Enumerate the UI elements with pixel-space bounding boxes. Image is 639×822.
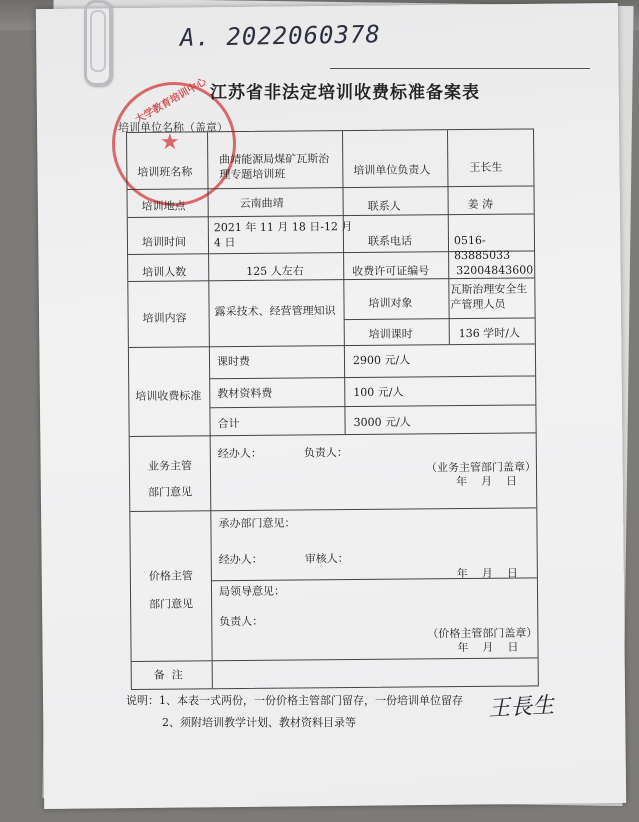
price-reviewer-label: 审核人： <box>304 552 349 566</box>
note-line-1: 说明：1、本表一式两份，一份价格主管部门留存，一份培训单位留存 <box>126 694 463 707</box>
time-value-line1: 2021 年 11 月 18 日-12 月 <box>213 220 353 235</box>
price-leader-label: 局领导意见： <box>218 584 286 599</box>
hours-value: 136 学时/人 <box>458 326 521 341</box>
fee-item-value: 100 元/人 <box>353 385 404 400</box>
fee-item-name: 课时费 <box>216 354 251 369</box>
fee-item-name: 合计 <box>217 417 240 431</box>
biz-dept-label-2: 部门意见 <box>148 485 193 499</box>
biz-seal-label: （业务主管部门盖章） <box>425 460 536 475</box>
count-value: 125 人左右 <box>246 264 304 278</box>
time-value-line2: 4 日 <box>213 236 236 250</box>
note-line-2: 2、须附培训教学计划、教材资料目录等 <box>162 716 356 729</box>
time-label: 培训时间 <box>141 235 187 249</box>
hours-label: 培训课时 <box>368 327 413 341</box>
fee-label: 培训收费标准 <box>135 389 202 403</box>
top-rule <box>330 68 590 69</box>
biz-date: 年 月 日 <box>456 474 518 489</box>
license-value: 32004843600 <box>456 263 534 278</box>
class-name-label: 培训班名称 <box>137 165 193 179</box>
remark-label: 备 注 <box>153 668 183 682</box>
contact-label: 联系人 <box>367 199 401 213</box>
price-dept-label-2: 部门意见 <box>149 597 194 611</box>
price-dept-label-1: 价格主管 <box>148 569 193 583</box>
price-seal-label: （价格主管部门盖章） <box>427 626 538 641</box>
price-person-label: 负责人： <box>219 614 264 629</box>
fee-item-name: 教材资料费 <box>217 386 273 401</box>
price-handler-label: 经办人： <box>218 552 263 567</box>
class-name-value: 曲靖能源局煤矿瓦斯治理专题培训班 <box>219 152 330 182</box>
principal-label: 培训单位负责人 <box>353 163 431 178</box>
biz-person-label: 负责人： <box>303 446 348 460</box>
content-label: 培训内容 <box>142 311 187 325</box>
price-date-1: 年 月 日 <box>456 566 518 581</box>
stamp-star-icon: ★ <box>160 130 180 155</box>
location-value: 云南曲靖 <box>239 196 284 211</box>
paperclip-inner-icon <box>90 10 106 72</box>
count-label: 培训人数 <box>142 265 187 279</box>
biz-dept-label-1: 业务主管 <box>147 459 192 473</box>
handwritten-signature: 王長生 <box>487 693 555 722</box>
location-label: 培训地点 <box>141 199 186 213</box>
stamp-text: 大学教育培训中心 <box>133 76 209 126</box>
unit-name-label: 培训单位名称（盖章） <box>118 121 228 134</box>
price-date-2: 年 月 日 <box>457 640 519 655</box>
target-value: 瓦斯治理安全生产管理人员 <box>450 282 528 312</box>
phone-label: 联系电话 <box>367 234 413 248</box>
content-value: 露采技术、经营管理知识 <box>214 304 336 319</box>
license-label: 收费许可证编号 <box>352 264 430 279</box>
handwritten-doc-id: A. 2022060378 <box>179 20 382 52</box>
price-dept-opinion-label: 承办部门意见： <box>218 516 296 531</box>
biz-handler-label: 经办人： <box>217 446 262 461</box>
fee-item-value: 3000 元/人 <box>353 415 411 430</box>
contact-value: 姜 涛 <box>467 197 494 212</box>
filing-form-table <box>126 128 539 690</box>
phone-value: 0516-83885033 <box>453 233 511 263</box>
form-title: 江苏省非法定培训收费标准备案表 <box>210 83 480 103</box>
principal-value: 王长生 <box>469 160 503 175</box>
fee-item-value: 2900 元/人 <box>352 353 411 368</box>
target-label: 培训对象 <box>368 296 413 310</box>
